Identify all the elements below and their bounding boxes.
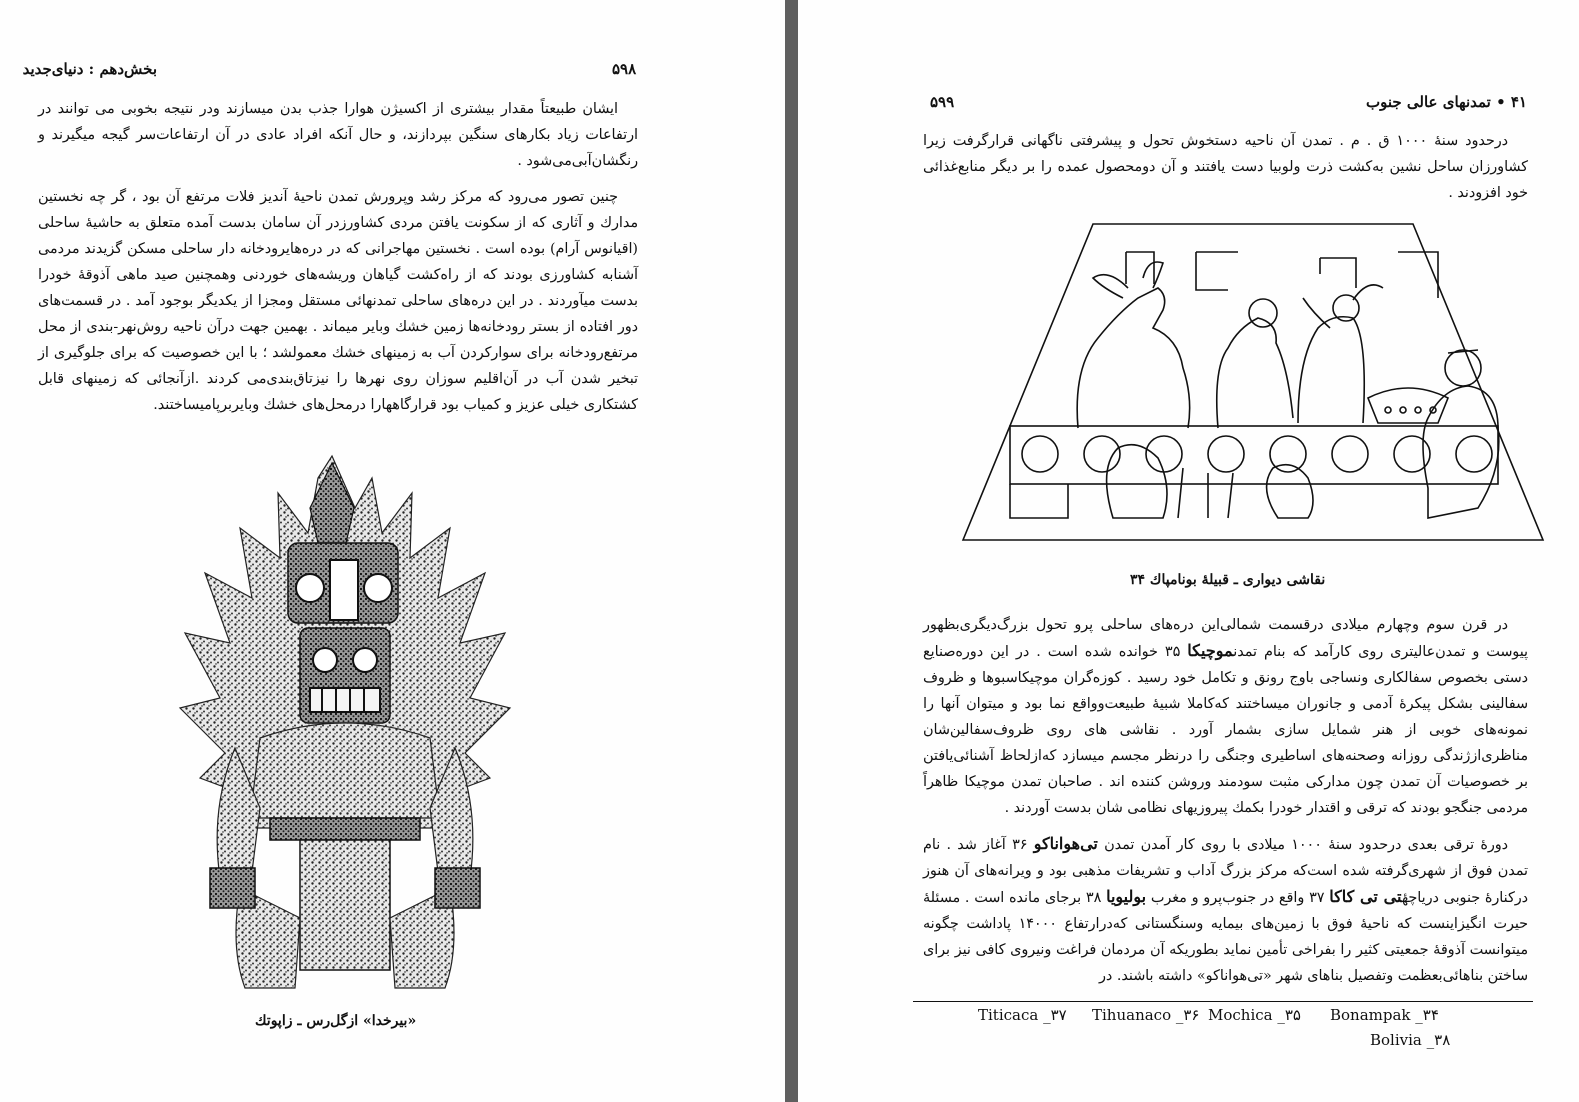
left-page	[0, 0, 785, 1102]
right-page	[798, 0, 1579, 1102]
right-body-text	[923, 612, 1528, 989]
p2-text-after: ۳۵ خوانده شده است . در این دوره‌صنایع دستی بخصوص سفالکاری ونساجی باوج رونق و تکامل خود رسید . کوزه‌گران موچیکاسبوها و ظروف سفالینی بشکل پیکرهٔ آدمی و جانوران میساختند که‌کاملا شبیهٔ طبیعت‌وواقع نما بود و میتوان آنها را نمونه‌های خوبی از هنر شمایل سازی بشمار آورد . نقاشی های روی ظروف‌سفالین‌شان مناظری‌ازژندگی روزانه وصحنه‌های اساطیری وجنگی را درنظر مجسم میسازد که‌ازلحاظ آشنائی‌یافتن بر خصوصیات آن تمدن چون مدارکی مثبت سودمند وروشن کننده اند . صاحبان تمدن موچیکا ظاهراً مردمی جنگجو بودند که ترقی و اقتدار خودرا بکمك پیروزیهای نظامی شان بدست آوردند .	[923, 644, 1528, 816]
right-paragraph-2	[923, 612, 1528, 821]
p2-text-before: در قرن سوم وچهارم میلادی درقسمت شمالی‌این دره‌های ساحلی پرو تحول بزرگ‌دیگری‌بظهور پیوست و تمدن‌عالیتری روی کارآمد که بنام تمدن	[923, 617, 1528, 660]
p3-text-4: ۳۸ برجای مانده است . مسئلهٔ حیرت انگیزاینست که ناحیهٔ فوق با زمین‌های بیمایه وسنگستانی که‌درارتفاع ۱۴۰۰۰ پاداشت چگونه میتوانست آذوقهٔ جمعیتی کثیر را بفراخی تأمین نماید بطوریکه آن مردمان فراغت ونیروی کافی نیز برای ساختن بناهائی‌بعظمت وتفصیل بناهای شهر «تی‌هواناکو» داشته باشند. در	[923, 890, 1528, 984]
left-paragraph-1: ایشان طبیعتاً مقدار بیشتری از اکسیژن هوارا جذب بدن میسازند ودر نتیجه بخوبی می توانند در ارتفاعات زیاد بکارهای سنگین بپردازند، و حال آنکه افراد عادی در آن ارتفاعات‌سر گیجه میگیرند و رنگشان‌آبی‌می‌شود .	[38, 101, 638, 169]
right-intro-paragraph: درحدود سنهٔ ۱۰۰۰ ق . م . تمدن آن ناحیه دستخوش تحول و پیشرفتی ناگهانی قرارگرفت زیرا کشاورزان ساحل نشین به‌کشت ذرت ولوبیا دست یافتند و آن دومحصول عمده را بر دیگر منابع‌غذائی خود افزودند .	[923, 133, 1528, 201]
term-mochica: موچیکا	[1187, 641, 1234, 660]
footnote-34: Bonampak _۳۴	[1330, 1006, 1439, 1024]
p3-text-1: دورهٔ ترقی بعدی درحدود سنهٔ ۱۰۰۰ میلادی با روی کار آمدن تمدن	[1097, 837, 1509, 853]
left-page-number: ۵۹۸	[612, 60, 637, 78]
footnote-36: Tihuanaco _۳۶	[1092, 1006, 1200, 1024]
left-header-title: بخش‌دهم : دنیای‌جدید	[22, 60, 157, 78]
footnote-divider	[913, 1001, 1533, 1002]
footnote-38: Bolivia _۳۸	[1370, 1031, 1451, 1049]
footnote-37: Titicaca _۳۷	[978, 1006, 1067, 1024]
left-body-text	[38, 96, 638, 418]
right-page-number: ۵۹۹	[930, 93, 955, 111]
zapotec-clay-figure-image	[150, 448, 540, 1008]
right-paragraph-3	[923, 831, 1528, 989]
footnote-35: Mochica _۳۵	[1208, 1006, 1301, 1024]
bonampak-mural-image	[958, 218, 1548, 548]
p3-text-2: ۳۶ آغاز شد . نام تمدن فوق از شهری‌گرفته شده است‌که مرکز بزرگ آداب و تشریفات مذهبی بود و ویرانه‌های آن هنوز درکنارهٔ جنوبی دریاچهٔ	[923, 837, 1529, 906]
p3-text-3: ۳۷ واقع در جنوب‌پرو و مغرب	[1146, 890, 1330, 906]
right-intro-text	[923, 128, 1528, 206]
term-tihuanaco: تی‌هواناکو	[1033, 834, 1098, 853]
term-bolivia: بولیویا	[1106, 887, 1147, 906]
left-figure-caption: «بیرخدا» ازگل‌رس ـ زاپوتك	[255, 1013, 417, 1029]
right-figure-caption: نقاشی دیواری ـ قبیلهٔ بونامپاك ۳۴	[1130, 572, 1326, 588]
term-titicaca: تی تی کاکا	[1329, 887, 1402, 906]
right-header-title: ۴۱ • تمدنهای عالی جنوب	[1366, 93, 1527, 111]
left-paragraph-2: چنین تصور می‌رود که مرکز رشد وپرورش تمدن ناحیهٔ آندیز فلات مرتفع آن بود ، گر چه نخستین مدارك و آثاری که از سکونت یافتن مردی کشاورزدر آن سامان بدست آمده متعلق به حاشیهٔ ساحلی (اقیانوس آرام) بوده است . نخستین مهاجرانی که در دره‌هایرودخانه دار ساحلی مسکن گزیدند مردمی آشنابه کشاورزی بودند که از راه‌کشت گیاهان وریشه‌های خوردنی وهمچنین صید ماهی آذوقهٔ خودرا بدست میآوردند . در این دره‌های ساحلی تمدنهائی مستقل ومجزا از یکدیگر بوجود آمد . در قسمت‌های دور افتاده از بستر رودخانه‌ها زمین خشك وبایر میماند . بهمین جهت درآن ناحیه روش‌نهر-بندی از محل مرتفع‌رودخانه برای سوارکردن آب به زمینهای خشك معمولشد ؛ با این خصوصیت که برای جلوگیری از تبخیر شدن آب در آن‌اقلیم سوزان روی نهرها را نیزتاق‌بندی‌می کردند .ازآنجائی که زمینهای قابل کشتکاری خیلی عزیز و کمیاب بود قرارگاههارا درمحل‌های خشك وبایربرپامیساختند.	[38, 189, 638, 413]
